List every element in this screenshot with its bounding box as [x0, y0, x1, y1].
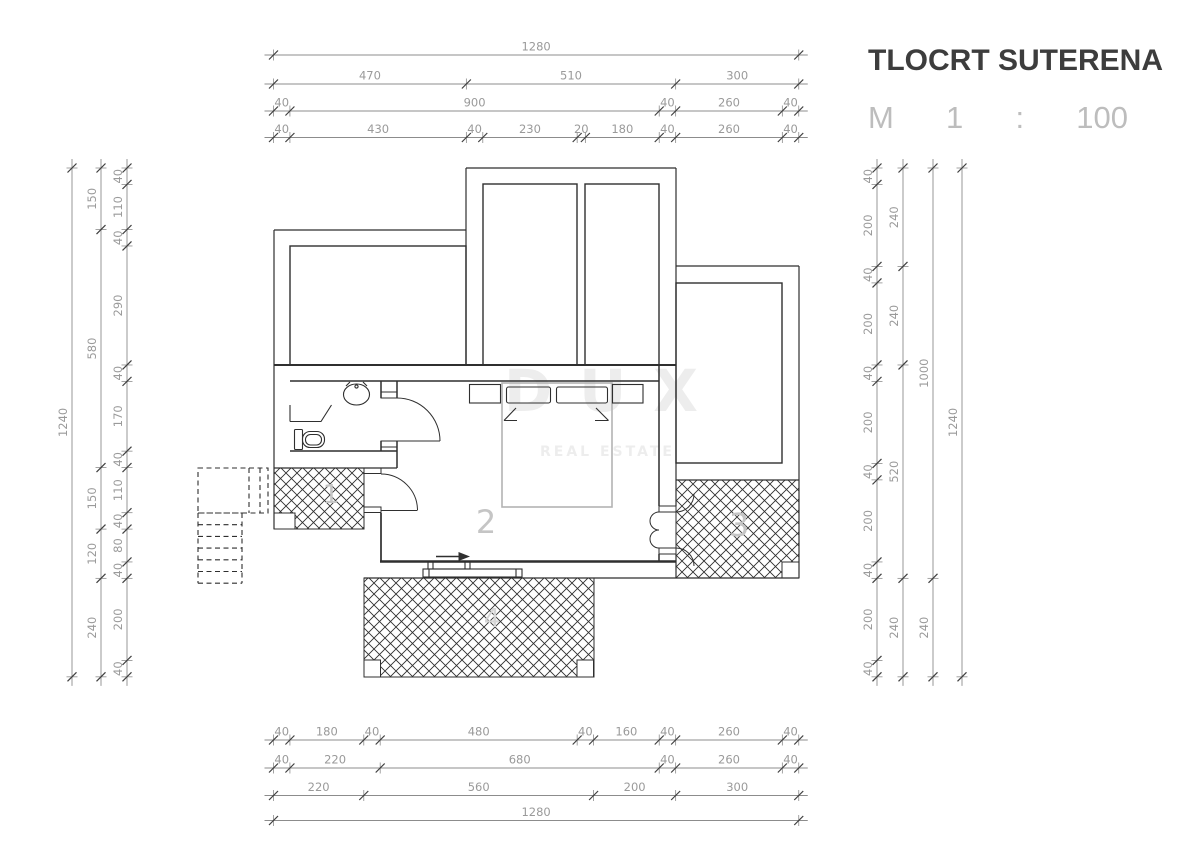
dimension-value: 40 [467, 122, 482, 136]
dimension-value: 1280 [521, 39, 551, 54]
fixtures [290, 382, 643, 450]
dim-col-left-1 [85, 159, 107, 686]
dimension-value: 40 [861, 464, 875, 479]
dimension-value: 200 [861, 312, 875, 335]
dimension-value: 20 [573, 122, 589, 136]
dimension-value: 520 [887, 460, 901, 483]
dimension-value: 470 [358, 68, 381, 83]
dimension-value: 40 [783, 122, 798, 136]
blanket-fold [595, 408, 609, 421]
dimension-value: 40 [274, 724, 290, 739]
dimension-value: 680 [508, 752, 531, 767]
title-block [868, 44, 1163, 136]
dimension-value: 200 [861, 509, 875, 532]
dimension-value: 40 [111, 365, 125, 381]
toilet-icon [306, 435, 322, 446]
dimension-value: 240 [887, 304, 901, 327]
dim-row-top-2 [265, 96, 808, 117]
room-top-center-right [585, 184, 659, 365]
room-top-right [676, 283, 782, 463]
dim-row-bottom-1 [265, 753, 808, 774]
dimension-value: 260 [718, 122, 740, 136]
dim-row-top-0 [265, 40, 808, 61]
door-jamb [381, 392, 397, 398]
watermark-brand: DUX [504, 357, 725, 425]
area-label-4: 4 [483, 604, 501, 634]
dimension-value: 120 [85, 542, 99, 565]
hatch-notch [782, 562, 799, 578]
dimension-value: 200 [623, 780, 646, 794]
bathroom-door-icon [397, 398, 440, 441]
dimension-value: 300 [726, 68, 749, 83]
dimension-value: 40 [660, 122, 675, 136]
dimension-value: 40 [861, 365, 875, 381]
hatch-notch [577, 660, 594, 677]
dimension-value: 40 [111, 452, 125, 467]
page-title: TLOCRT SUTERENA [868, 44, 1163, 77]
double-door-icon [650, 512, 659, 548]
sink-tap-icon [355, 385, 358, 388]
dimension-value: 40 [111, 562, 125, 578]
dimension-value: 200 [861, 411, 875, 434]
dim-col-left-2 [111, 159, 133, 686]
dimension-value: 40 [783, 752, 798, 767]
hatched-areas [274, 468, 799, 677]
dimension-value: 300 [726, 780, 749, 794]
dimension-value: 150 [85, 187, 99, 210]
dimension-value: 430 [367, 122, 390, 136]
dimension-chains [56, 40, 968, 827]
dimension-value: 240 [917, 616, 931, 639]
room-outlines [290, 184, 782, 463]
dimension-value: 510 [560, 68, 582, 83]
dimension-value: 40 [660, 95, 675, 110]
area-label-3: 3 [728, 506, 750, 544]
dim-row-bottom-2 [265, 780, 808, 801]
nightstand [470, 385, 501, 404]
dimension-value: 40 [111, 513, 125, 529]
dimension-value: 290 [111, 294, 125, 317]
entry-arrow-icon [459, 552, 471, 561]
scale-part: 100 [1076, 100, 1128, 135]
doors [364, 392, 694, 566]
dimension-value: 240 [85, 616, 99, 639]
dimension-value: 1240 [946, 407, 960, 438]
dim-row-bottom-3 [265, 805, 808, 826]
dimension-value: 260 [718, 95, 740, 110]
dimension-value: 560 [467, 780, 490, 794]
dimension-value: 220 [324, 752, 347, 767]
dim-col-left-0 [56, 159, 78, 686]
door-jamb [381, 441, 397, 447]
dimension-value: 110 [111, 196, 125, 218]
dimension-value: 40 [861, 267, 875, 283]
dimension-value: 40 [578, 724, 593, 739]
dimension-value: 240 [887, 616, 901, 639]
entry-steps [423, 552, 522, 577]
exterior-stairs-dashed [198, 468, 268, 583]
dimension-value: 200 [861, 608, 875, 631]
dim-col-right-1 [887, 159, 909, 686]
door-jamb [659, 506, 676, 512]
dim-row-top-1 [265, 69, 808, 90]
dimension-value: 200 [861, 214, 875, 237]
door-jamb [659, 548, 676, 554]
dimension-value: 1240 [56, 407, 70, 438]
pillow [557, 387, 608, 403]
room-top-left [290, 246, 466, 365]
dimension-value: 480 [467, 724, 490, 739]
area-label-1: 1 [322, 480, 340, 510]
dimension-value: 40 [274, 122, 290, 136]
dimension-value: 180 [315, 724, 338, 739]
terrace-4-hatch [364, 578, 594, 677]
entry-door-icon [381, 474, 418, 511]
dimension-value: 40 [783, 724, 798, 739]
dimension-value: 40 [274, 95, 290, 110]
dimension-value: 1280 [521, 805, 551, 819]
toilet-icon [295, 430, 303, 450]
scale-part: 1 [946, 100, 964, 135]
dimension-value: 40 [861, 562, 875, 578]
dimension-value: 170 [111, 405, 125, 428]
dimension-value: 260 [718, 752, 740, 767]
dimension-value: 260 [718, 724, 740, 739]
door-jamb [364, 468, 381, 474]
dimension-value: 40 [660, 752, 675, 767]
dimension-value: 40 [861, 168, 875, 184]
watermark-tagline: REAL ESTATE [540, 444, 675, 460]
dim-row-top-3 [265, 122, 808, 143]
dimension-value: 40 [111, 661, 125, 676]
scale-label [868, 100, 1128, 136]
dim-col-right-3 [946, 159, 968, 686]
dimension-value: 150 [85, 487, 99, 510]
hatch-notch [274, 513, 295, 529]
dimension-value: 200 [111, 608, 125, 631]
dimension-value: 180 [611, 122, 634, 136]
dimension-value: 40 [783, 95, 798, 110]
dimension-value: 240 [887, 206, 901, 229]
dimension-value: 1000 [917, 358, 931, 388]
dimension-value: 220 [307, 780, 330, 794]
scale-part: : [1015, 100, 1025, 135]
sink-icon [344, 384, 370, 405]
dimension-value: 40 [111, 230, 125, 246]
dimension-value: 580 [85, 337, 99, 360]
blanket-fold [504, 408, 517, 421]
dimension-value: 40 [111, 168, 125, 184]
dim-row-bottom-0 [265, 725, 808, 746]
dim-col-right-0 [861, 159, 883, 686]
dimension-value: 40 [660, 724, 675, 739]
room-top-center-left [483, 184, 577, 365]
area-label-2: 2 [475, 503, 497, 541]
dimension-value: 900 [463, 95, 486, 110]
dimension-value: 110 [111, 479, 125, 502]
pillow [507, 387, 551, 403]
door-jamb [364, 507, 381, 513]
dimension-value: 80 [111, 538, 125, 553]
dimension-value: 40 [364, 724, 380, 739]
hatch-notch [364, 660, 381, 677]
dimension-value: 160 [615, 724, 638, 739]
dimension-value: 230 [518, 122, 541, 136]
dimension-value: 40 [861, 661, 875, 676]
shower-icon [290, 405, 332, 422]
scale-part: M [868, 100, 894, 135]
dimension-value: 40 [274, 752, 290, 767]
nightstand [613, 385, 644, 404]
dim-col-right-2 [917, 159, 939, 686]
